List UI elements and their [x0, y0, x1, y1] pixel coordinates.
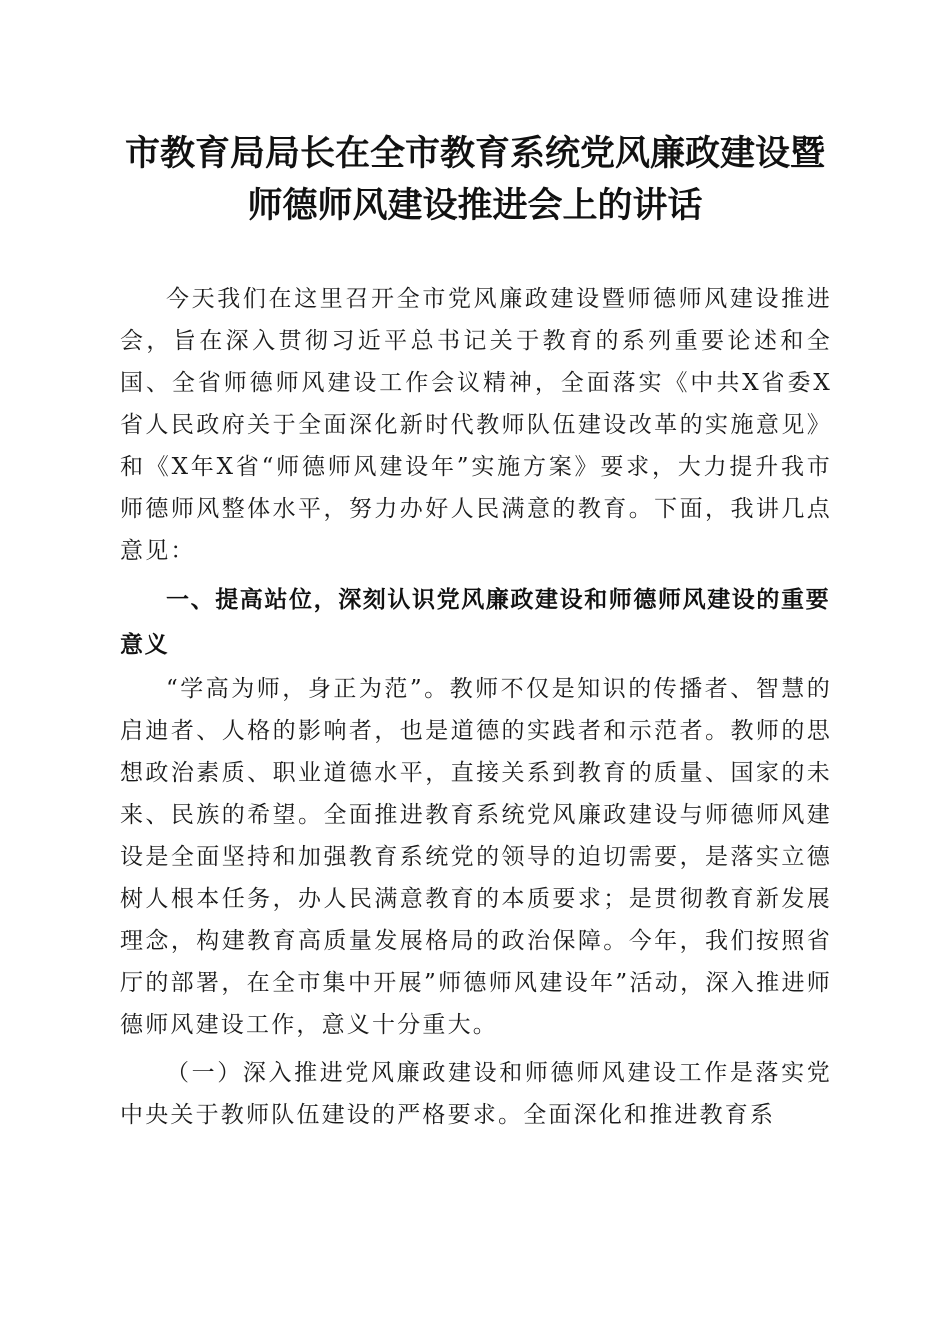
- section-1-heading: 一、提高站位，深刻认识党风廉政建设和师德师风建设的重要意义: [120, 587, 831, 658]
- subsection-1-paragraph: （一）深入推进党风廉政建设和师德师风建设工作是落实党中央关于教师队伍建设的严格要求。全面深化和推进教育系: [120, 1060, 832, 1128]
- title-line-1: 市教育局局长在全市教育系统党风廉政建设暨: [124, 133, 825, 174]
- intro-paragraph: 今天我们在这里召开全市党风廉政建设暨师德师风建设推进会，旨在深入贯彻习近平总书记关于教育的系列重要论述和全国、全省师德师风建设工作会议精神，全面落实《中共X省委X省人民政府关于全面深化新时代教师队伍建设改革的实施意见》和《X年X省“师德师风建设年”实施方案》要求，大力提升我市师德师风整体水平，努力办好人民满意的教育。下面，我讲几点意见：: [120, 286, 832, 564]
- section-1-paragraph: “学高为师，身正为范”。教师不仅是知识的传播者、智慧的启迪者、人格的影响者，也是道德的实践者和示范者。教师的思想政治素质、职业道德水平，直接关系到教育的质量、国家的未来、民族的希望。全面推进教育系统党风廉政建设与师德师风建设是全面坚持和加强教育系统党的领导的迫切需要，是落实立德树人根本任务，办人民满意教育的本质要求；是贯彻教育新发展理念，构建教育高质量发展格局的政治保障。今年，我们按照省厅的部署，在全市集中开展”师德师风建设年”活动，深入推进师德师风建设工作，意义十分重大。: [120, 676, 832, 1038]
- document-body: [120, 278, 832, 1136]
- title-line-2: 师德师风建设推进会上的讲话: [247, 185, 703, 226]
- document-title: [100, 128, 850, 232]
